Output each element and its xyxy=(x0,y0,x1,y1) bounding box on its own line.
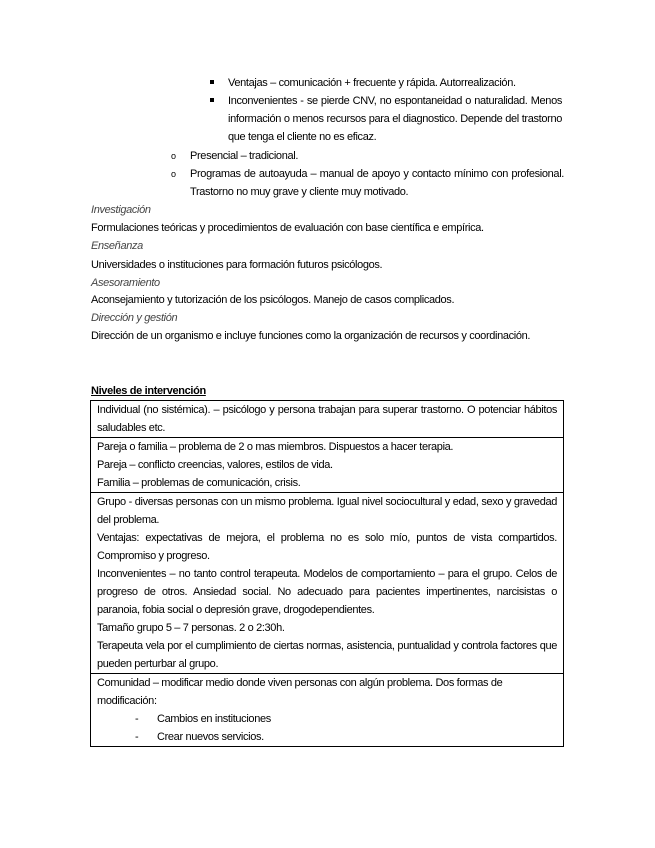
circle-bullet-icon: o xyxy=(171,151,176,161)
dash-bullet-icon: - xyxy=(135,731,139,743)
section-text-investigacion: Formulaciones teóricas y procedimientos de evaluación con base científica e empírica. xyxy=(91,222,484,234)
table-row xyxy=(91,438,564,493)
sub-bullet-ventajas: Ventajas – comunicación + frecuente y rápida. Autorrealización. xyxy=(228,77,516,89)
table-row xyxy=(91,674,564,747)
comunidad-list-item xyxy=(97,710,557,728)
section-title-asesoramiento: Asesoramiento xyxy=(91,277,160,289)
cell-individual: Individual (no sistémica). – psicólogo y persona trabajan para superar trastorno. O potenciar hábitos saludables etc. xyxy=(91,401,564,438)
comunidad-list-item xyxy=(97,728,557,746)
section-title-direccion: Dirección y gestión xyxy=(91,312,178,324)
section-text-direccion: Dirección de un organismo e incluye funciones como la organización de recursos y coordinación. xyxy=(91,330,531,342)
grupo-paragraph: Tamaño grupo 5 – 7 personas. 2 o 2:30h. xyxy=(97,622,285,634)
o-bullet-presencial: Presencial – tradicional. xyxy=(190,150,299,162)
niveles-heading: Niveles de intervención xyxy=(91,385,206,397)
grupo-paragraph: Grupo - diversas personas con un mismo problema. Igual nivel sociocultural y edad, sexo y gravedad del problema. xyxy=(97,496,557,526)
cell-grupo xyxy=(91,493,564,674)
pareja-line: Pareja o familia – problema de 2 o mas miembros. Dispuestos a hacer terapia. xyxy=(97,441,454,453)
pareja-line: Pareja – conflicto creencias, valores, estilos de vida. xyxy=(97,459,333,471)
table-row xyxy=(91,401,564,438)
grupo-paragraph: Ventajas: expectativas de mejora, el problema no es solo mío, puntos de vista compartidos. Compromiso y progreso. xyxy=(97,532,557,562)
section-title-ensenanza: Enseñanza xyxy=(91,240,143,252)
sub-bullet-inconvenientes: Inconvenientes - se pierde CNV, no espontaneidad o naturalidad. Menos información o menos recursos para el diagnostico. Depende del trastorno que tenga el cliente no es eficaz. xyxy=(228,95,562,143)
square-bullet-icon xyxy=(210,80,214,84)
circle-bullet-icon: o xyxy=(171,169,176,179)
comunidad-item-text: Cambios en instituciones xyxy=(157,713,271,725)
comunidad-text: Comunidad – modificar medio donde viven personas con algún problema. Dos formas de modificación: xyxy=(97,677,503,707)
o-bullet-programas: Programas de autoayuda – manual de apoyo y contacto mínimo con profesional. Trastorno no muy grave y cliente muy motivado. xyxy=(190,168,564,198)
cell-comunidad xyxy=(91,674,564,747)
section-title-investigacion: Investigación xyxy=(91,204,151,216)
grupo-paragraph: Inconvenientes – no tanto control terapeuta. Modelos de comportamiento – para el grupo. Celos de progreso de otros. Ansiedad social. No adecuado para pacientes impertinentes, narcisistas o paranoia, fobia social o depresión grave, drogodependientes. xyxy=(97,568,557,616)
table-row xyxy=(91,493,564,674)
dash-bullet-icon: - xyxy=(135,713,139,725)
section-text-asesoramiento: Aconsejamiento y tutorización de los psicólogos. Manejo de casos complicados. xyxy=(91,294,455,306)
comunidad-item-text: Crear nuevos servicios. xyxy=(157,731,264,743)
pareja-line: Familia – problemas de comunicación, crisis. xyxy=(97,477,301,489)
cell-pareja xyxy=(91,438,564,493)
section-text-ensenanza: Universidades o instituciones para formación futuros psicólogos. xyxy=(91,259,383,271)
square-bullet-icon xyxy=(210,98,214,102)
niveles-table xyxy=(90,400,564,747)
grupo-paragraph: Terapeuta vela por el cumplimiento de ciertas normas, asistencia, puntualidad y controla factores que pueden perturbar al grupo. xyxy=(97,640,557,670)
